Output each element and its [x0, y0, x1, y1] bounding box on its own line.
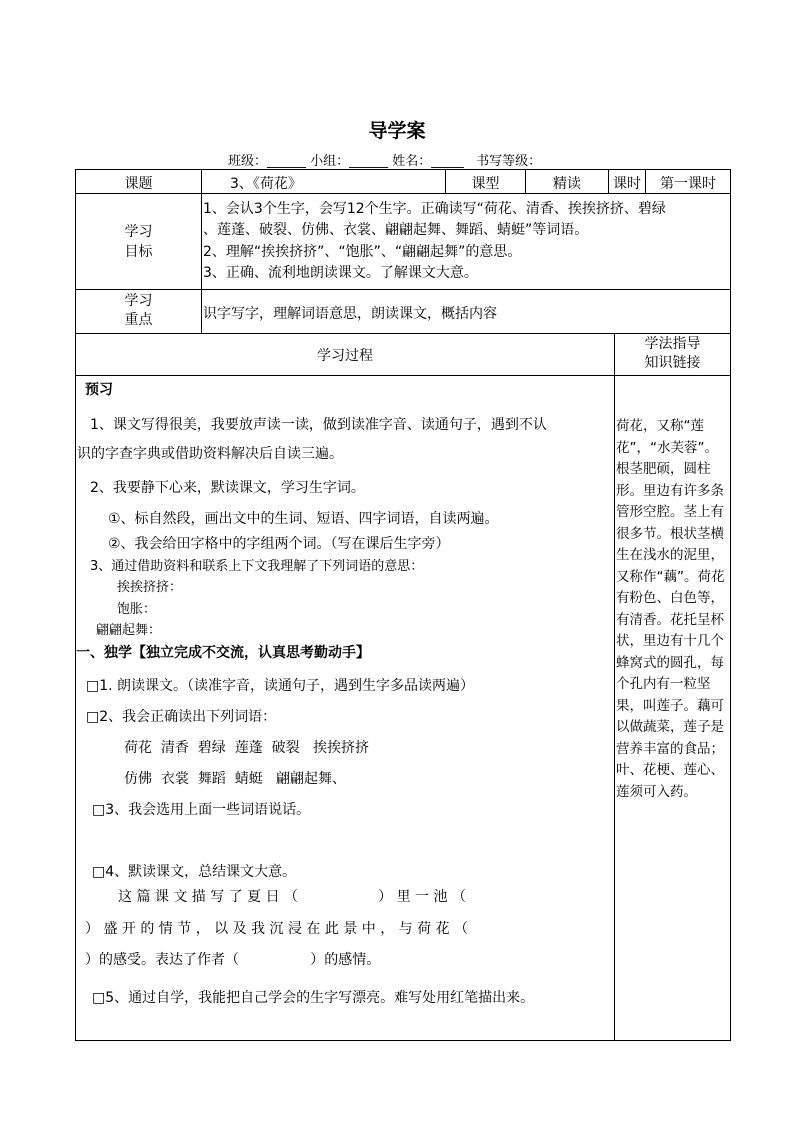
page-title: 导学案: [368, 120, 426, 142]
focus-label: 学习 重点: [124, 293, 153, 328]
preview-item-2a: ①、标自然段，画出文中的生词、短语、四字词语，自读两遍。: [108, 511, 499, 527]
summary-line-2: ） 盛 开 的 情 节 ， 以 及 我 沉 浸 在 此 景 中 ， 与 荷 花 （: [85, 921, 469, 937]
section-independent-study: 一、独学【独立完成不交流，认真思考勤动手】: [76, 645, 370, 661]
preview-item-2b: ②、我会给田字格中的字组两个词。（写在课后生字旁）: [108, 536, 450, 552]
preview-item-3: 3、通过借助资料和联系上下文我理解了下列词语的意思：: [90, 559, 424, 574]
task-4: □4、默读课文，总结课文大意。: [92, 864, 297, 880]
task-3: □3、我会选用上面一些词语说话。: [92, 802, 311, 818]
type-label: 课型: [471, 176, 500, 192]
type-value: 精读: [553, 176, 581, 192]
goal-line-2: 、莲蓬、破裂、仿佛、衣裳、翩翩起舞、舞蹈、蜻蜓”等词语。: [203, 222, 589, 238]
knowledge-link-text: 荷花，又称“莲花”，“水芙蓉”。根茎肥硕，圆柱形。里边有许多条管形空腔。茎上有很多节。根状茎横生在浅水的泥里，又称作“藕”。荷花有粉色、白色等，有清香。花托呈杯状，里边有十几个蜂窝式的圆孔，每个孔内有一粒坚果，叫莲子。藕可以做蔬菜，莲子是营养丰富的食品；叶、花梗、莲心、莲须可入药。: [616, 418, 725, 800]
topic-value: 3、《荷花》: [230, 176, 302, 192]
preview-title: 预习: [85, 382, 113, 398]
period-label: 课时: [613, 176, 641, 192]
summary-line-3: ）的感受。表达了作者（ ）的感情。: [85, 952, 381, 968]
word-meaning-2: 饱胀：: [117, 602, 157, 617]
class-info-line: 班级：______ 小组：______ 姓名：_____ 书写等级：: [228, 154, 542, 169]
goal-line-4: 3、正确、流利地朗读课文。了解课文大意。: [203, 265, 478, 281]
task-2: □2、我会正确读出下列词语：: [86, 709, 277, 725]
method-header: 学法指导 知识链接: [644, 336, 701, 371]
goals-label: 学习 目标: [124, 224, 153, 260]
word-meaning-1: 挨挨挤挤：: [117, 580, 183, 595]
process-header: 学习过程: [317, 348, 373, 364]
summary-line-1: 这 篇 课 文 描 写 了 夏 日 （ ） 里 一 池 （: [118, 889, 466, 905]
task-1: □1. 朗读课文。（读准字音，读通句子，遇到生字多品读两遍）: [86, 678, 475, 694]
focus-text: 识字写字，理解词语意思，朗读课文，概括内容: [203, 306, 497, 322]
task-5: □5、通过自学，我能把自己学会的生字写漂亮。难写处用红笔描出来。: [92, 990, 535, 1006]
goal-line-3: 2、理解“挨挨挤挤”、“饱胀”、“翩翩起舞”的意思。: [203, 244, 522, 260]
topic-label: 课题: [124, 176, 153, 192]
word-list-2: 仿佛 衣裳 舞蹈 蜻蜓 翩翩起舞、: [124, 771, 347, 787]
word-list-1: 荷花 清香 碧绿 莲蓬 破裂 挨挨挤挤: [124, 740, 369, 756]
preview-item-1a: 1、课文写得很美，我要放声读一读，做到读准字音、读通句子，遇到不认: [90, 417, 547, 433]
preview-item-2: 2、我要静下心来，默读课文，学习生字词。: [90, 480, 365, 496]
preview-item-1b: 识的字查字典或借助资料解决后自读三遍。: [77, 446, 343, 462]
period-value: 第一课时: [660, 176, 716, 192]
word-meaning-3: 翩翩起舞：: [96, 623, 162, 638]
goal-line-1: 1、会认3个生字，会写12个生字。正确读写“荷花、清香、挨挨挤挤、碧绿: [203, 201, 666, 217]
